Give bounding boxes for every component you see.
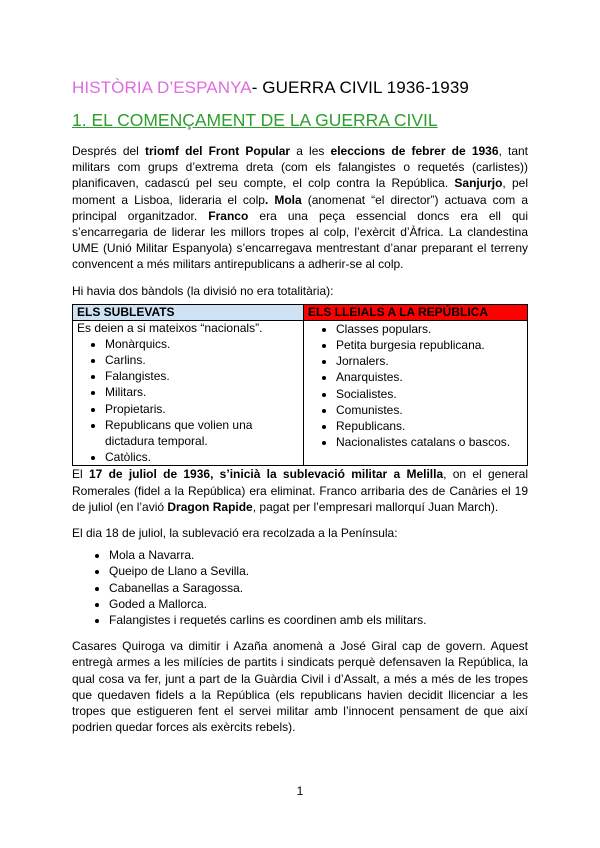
- list-item: • Carlins.: [105, 352, 299, 368]
- title-subject: HISTÒRIA D’ESPANYA: [72, 78, 252, 97]
- list-item: • Catòlics.: [105, 449, 299, 465]
- loyalists-list: [308, 321, 523, 451]
- peninsula-list: [72, 547, 528, 628]
- list-item: • Anarquistes.: [336, 369, 523, 385]
- list-item: • Petita burgesia republicana.: [336, 337, 523, 353]
- section-heading: 1. EL COMENÇAMENT DE LA GUERRA CIVIL: [72, 110, 438, 130]
- list-item: • Mola a Navarra.: [109, 547, 528, 563]
- list-item: • Republicans.: [336, 418, 523, 434]
- header-rebels: ELS SUBLEVATS: [73, 304, 304, 320]
- list-item: • Socialistes.: [336, 386, 523, 402]
- list-item: • Classes populars.: [336, 321, 523, 337]
- header-loyalists: ELS LLEIALS A LA REPÚBLICA: [304, 304, 528, 320]
- rebels-intro: Es deien a si mateixos “nacionals”.: [77, 320, 263, 335]
- loyalists-cell: [304, 320, 528, 466]
- list-item: • Jornalers.: [336, 353, 523, 369]
- list-item: • Militars.: [105, 384, 299, 400]
- paragraph-government: Casares Quiroga va dimitir i Azaña anomenà a José Giral cap de govern. Aquest entregà armes a les milícies de partits i sindicats perquè defensaven la República, la qual cosa va fer, junt a part de la Guàrdia Civil i d’Assalt, a més a més de les tropes que quedaven fidels a la República (els republicans havien decidit llicenciar a les tropes que estigueren fent el servei militar amb l’innocent pensament de que així podrien quedar forces als exèrcits rebels).: [72, 639, 528, 735]
- rebels-cell: [73, 320, 304, 466]
- document-title: [72, 78, 528, 98]
- list-item: • Cabanellas a Saragossa.: [109, 580, 528, 596]
- rebels-list: [77, 336, 299, 466]
- list-item: • Queipo de Llano a Sevilla.: [109, 563, 528, 579]
- paragraph-intro: Després del triomf del Front Popular a les eleccions de febrer de 1936, tant militars com grups d’extrema dreta (com els falangistes o requetés (carlistes)) planificaven, cadascú pel seu compte, el colp contra la República. Sanjurjo, pel moment a Lisboa, lideraria el colp. Mola (anomenat “el director”) actuava com a principal organitzador. Franco era una peça essencial doncs era ell qui s’encarregaria de liderar les millors tropes al colp, l’exèrcit d’Àfrica. La clandestina UME (Unió Militar Espanyola) s’encarregava mentrestant d’anar preparant el terreny convencent a més militars antirepublicans a adherir-se al colp.: [72, 144, 529, 272]
- paragraph-uprising: El 17 de juliol de 1936, s’inicià la sublevació militar a Melilla, on el general Romerales (fidel a la República) era eliminat. Franco arribaria des de Canàries el 19 de juliol (en l’avió Dragon Rapide, pagat per l’empresari mallorquí Juan March).: [72, 467, 529, 514]
- document-page: [72, 78, 528, 736]
- list-item: • Monàrquics.: [105, 336, 299, 352]
- page-number: 1: [296, 784, 304, 798]
- paragraph-sides: Hi havia dos bàndols (la divisió no era totalitària):: [72, 283, 334, 298]
- list-item: • Propietaris.: [105, 401, 299, 417]
- list-item: • Comunistes.: [336, 402, 523, 418]
- list-item: • Falangistes.: [105, 368, 299, 384]
- list-item: • Goded a Mallorca.: [109, 596, 528, 612]
- sides-table: [72, 304, 528, 467]
- list-item: • Falangistes i requetés carlins es coordinen amb els militars.: [109, 612, 528, 628]
- list-item: • Republicans que volien una dictadura temporal.: [105, 417, 299, 449]
- list-item: • Nacionalistes catalans o bascos.: [336, 434, 523, 450]
- title-topic: - GUERRA CIVIL 1936-1939: [251, 78, 469, 97]
- paragraph-peninsula: El dia 18 de juliol, la sublevació era recolzada a la Península:: [72, 526, 398, 541]
